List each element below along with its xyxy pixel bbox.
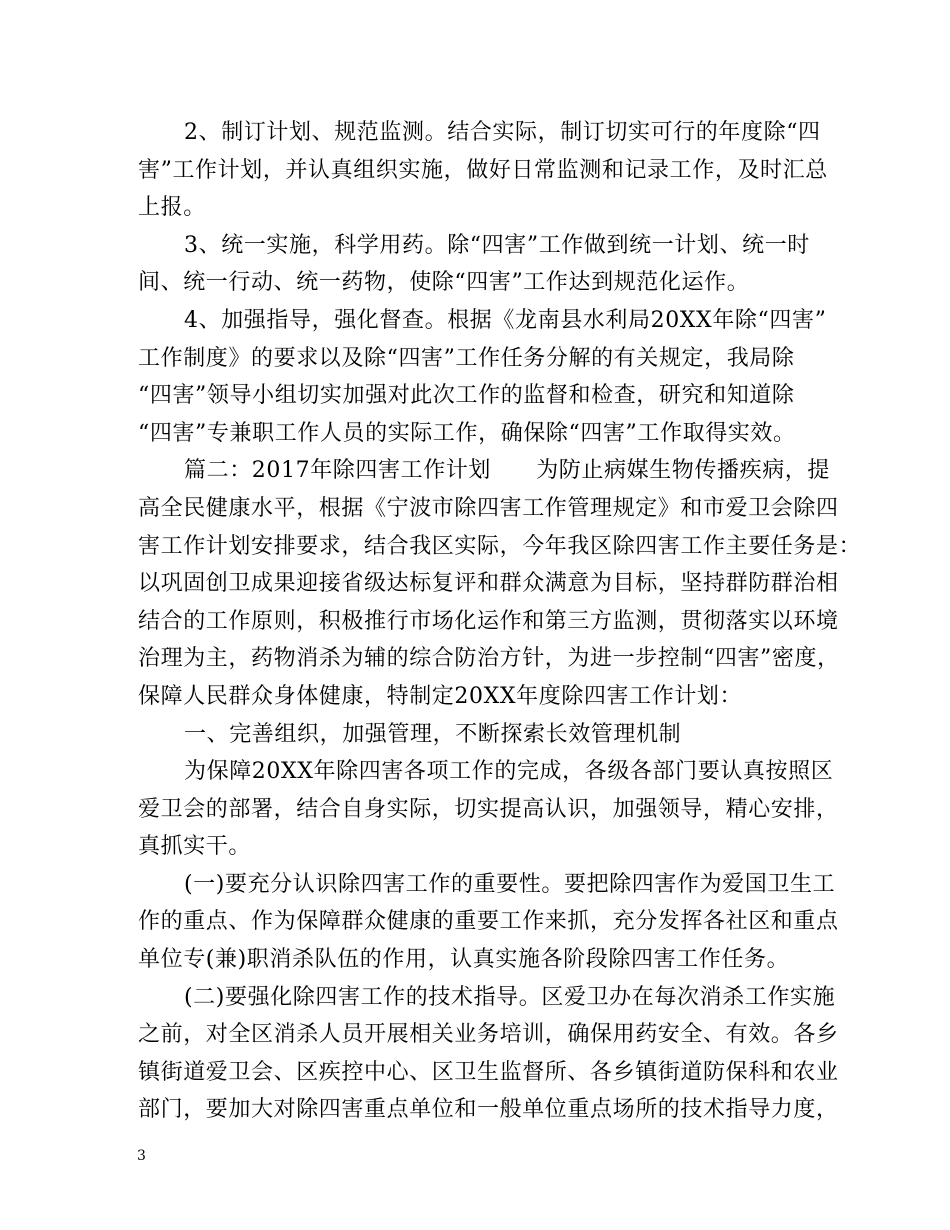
paragraph xyxy=(138,753,839,866)
paragraph xyxy=(138,227,822,302)
text-line: 镇街道爱卫会、区疾控中心、区卫生监督所、各乡镇街道防保科和农业 xyxy=(138,1059,839,1085)
text-line: 之前，对全区消杀人员开展相关业务培训，确保用药安全、有效。各乡 xyxy=(138,1022,839,1048)
text-line: 为保障20XX年除四害各项工作的完成，各级各部门要认真按照区 xyxy=(184,759,834,785)
text-line: (二)要强化除四害工作的技术指导。区爱卫办在每次消杀工作实施 xyxy=(184,984,836,1010)
text-line: 上报。 xyxy=(138,195,206,221)
paragraph xyxy=(138,452,862,715)
text-line: 3、统一实施，科学用药。除“四害”工作做到统一计划、统一时 xyxy=(184,232,810,258)
text-line: 以巩固创卫成果迎接省级达标复评和群众满意为目标，坚持群防群治相 xyxy=(138,571,839,597)
text-line: “四害”领导小组切实加强对此次工作的监督和检查，研究和知道除 xyxy=(138,383,795,409)
paragraph xyxy=(138,866,839,979)
text-line: 结合的工作原则，积极推行市场化运作和第三方监测，贯彻落实以环境 xyxy=(138,608,839,634)
page-number: 3 xyxy=(137,1148,146,1164)
text-line: 治理为主，药物消杀为辅的综合防治方针，为进一步控制“四害”密度， xyxy=(138,646,840,672)
text-line: 部门，要加大对除四害重点单位和一般单位重点场所的技术指导力度， xyxy=(138,1097,839,1123)
text-line: 工作制度》的要求以及除“四害”工作任务分解的有关规定，我局除 xyxy=(138,345,795,371)
text-line: 作的重点、作为保障群众健康的重要工作来抓，充分发挥各社区和重点 xyxy=(138,909,839,935)
text-line: 间、统一行动、统一药物，使除“四害”工作达到规范化运作。 xyxy=(138,270,750,296)
text-line: 单位专(兼)职消杀队伍的作用，认真实施各阶段除四害工作任务。 xyxy=(138,947,790,973)
paragraph xyxy=(138,114,828,227)
paragraph xyxy=(138,302,827,452)
text-line: 害”工作计划，并认真组织实施，做好日常监测和记录工作，及时汇总 xyxy=(138,157,828,183)
text-line: (一)要充分认识除四害工作的重要性。要把除四害作为爱国卫生工 xyxy=(184,871,836,897)
document-body xyxy=(138,114,862,1129)
text-line: 4、加强指导，强化督查。根据《龙南县水利局20XX年除“四害” xyxy=(184,307,827,333)
text-line: 篇二：2017年除四害工作计划 为防止病媒生物传播疾病，提 xyxy=(184,458,830,484)
text-line: “四害”专兼职工作人员的实际工作，确保除“四害”工作取得实效。 xyxy=(138,420,796,446)
text-line: 害工作计划安排要求，结合我区实际，今年我区除四害工作主要任务是： xyxy=(138,533,862,559)
text-line: 一、完善组织，加强管理，不断探索长效管理机制 xyxy=(184,721,682,747)
paragraph xyxy=(138,979,839,1129)
text-line: 爱卫会的部署，结合自身实际，切实提高认识，加强领导，精心安排， xyxy=(138,796,839,822)
text-line: 2、制订计划、规范监测。结合实际，制订切实可行的年度除“四 xyxy=(184,120,821,145)
text-line: 高全民健康水平，根据《宁波市除四害工作管理规定》和市爱卫会除四 xyxy=(138,495,839,521)
section-heading xyxy=(138,716,822,754)
text-line: 真抓实干。 xyxy=(138,834,252,860)
text-line: 保障人民群众身体健康，特制定20XX年度除四害工作计划： xyxy=(138,683,743,709)
